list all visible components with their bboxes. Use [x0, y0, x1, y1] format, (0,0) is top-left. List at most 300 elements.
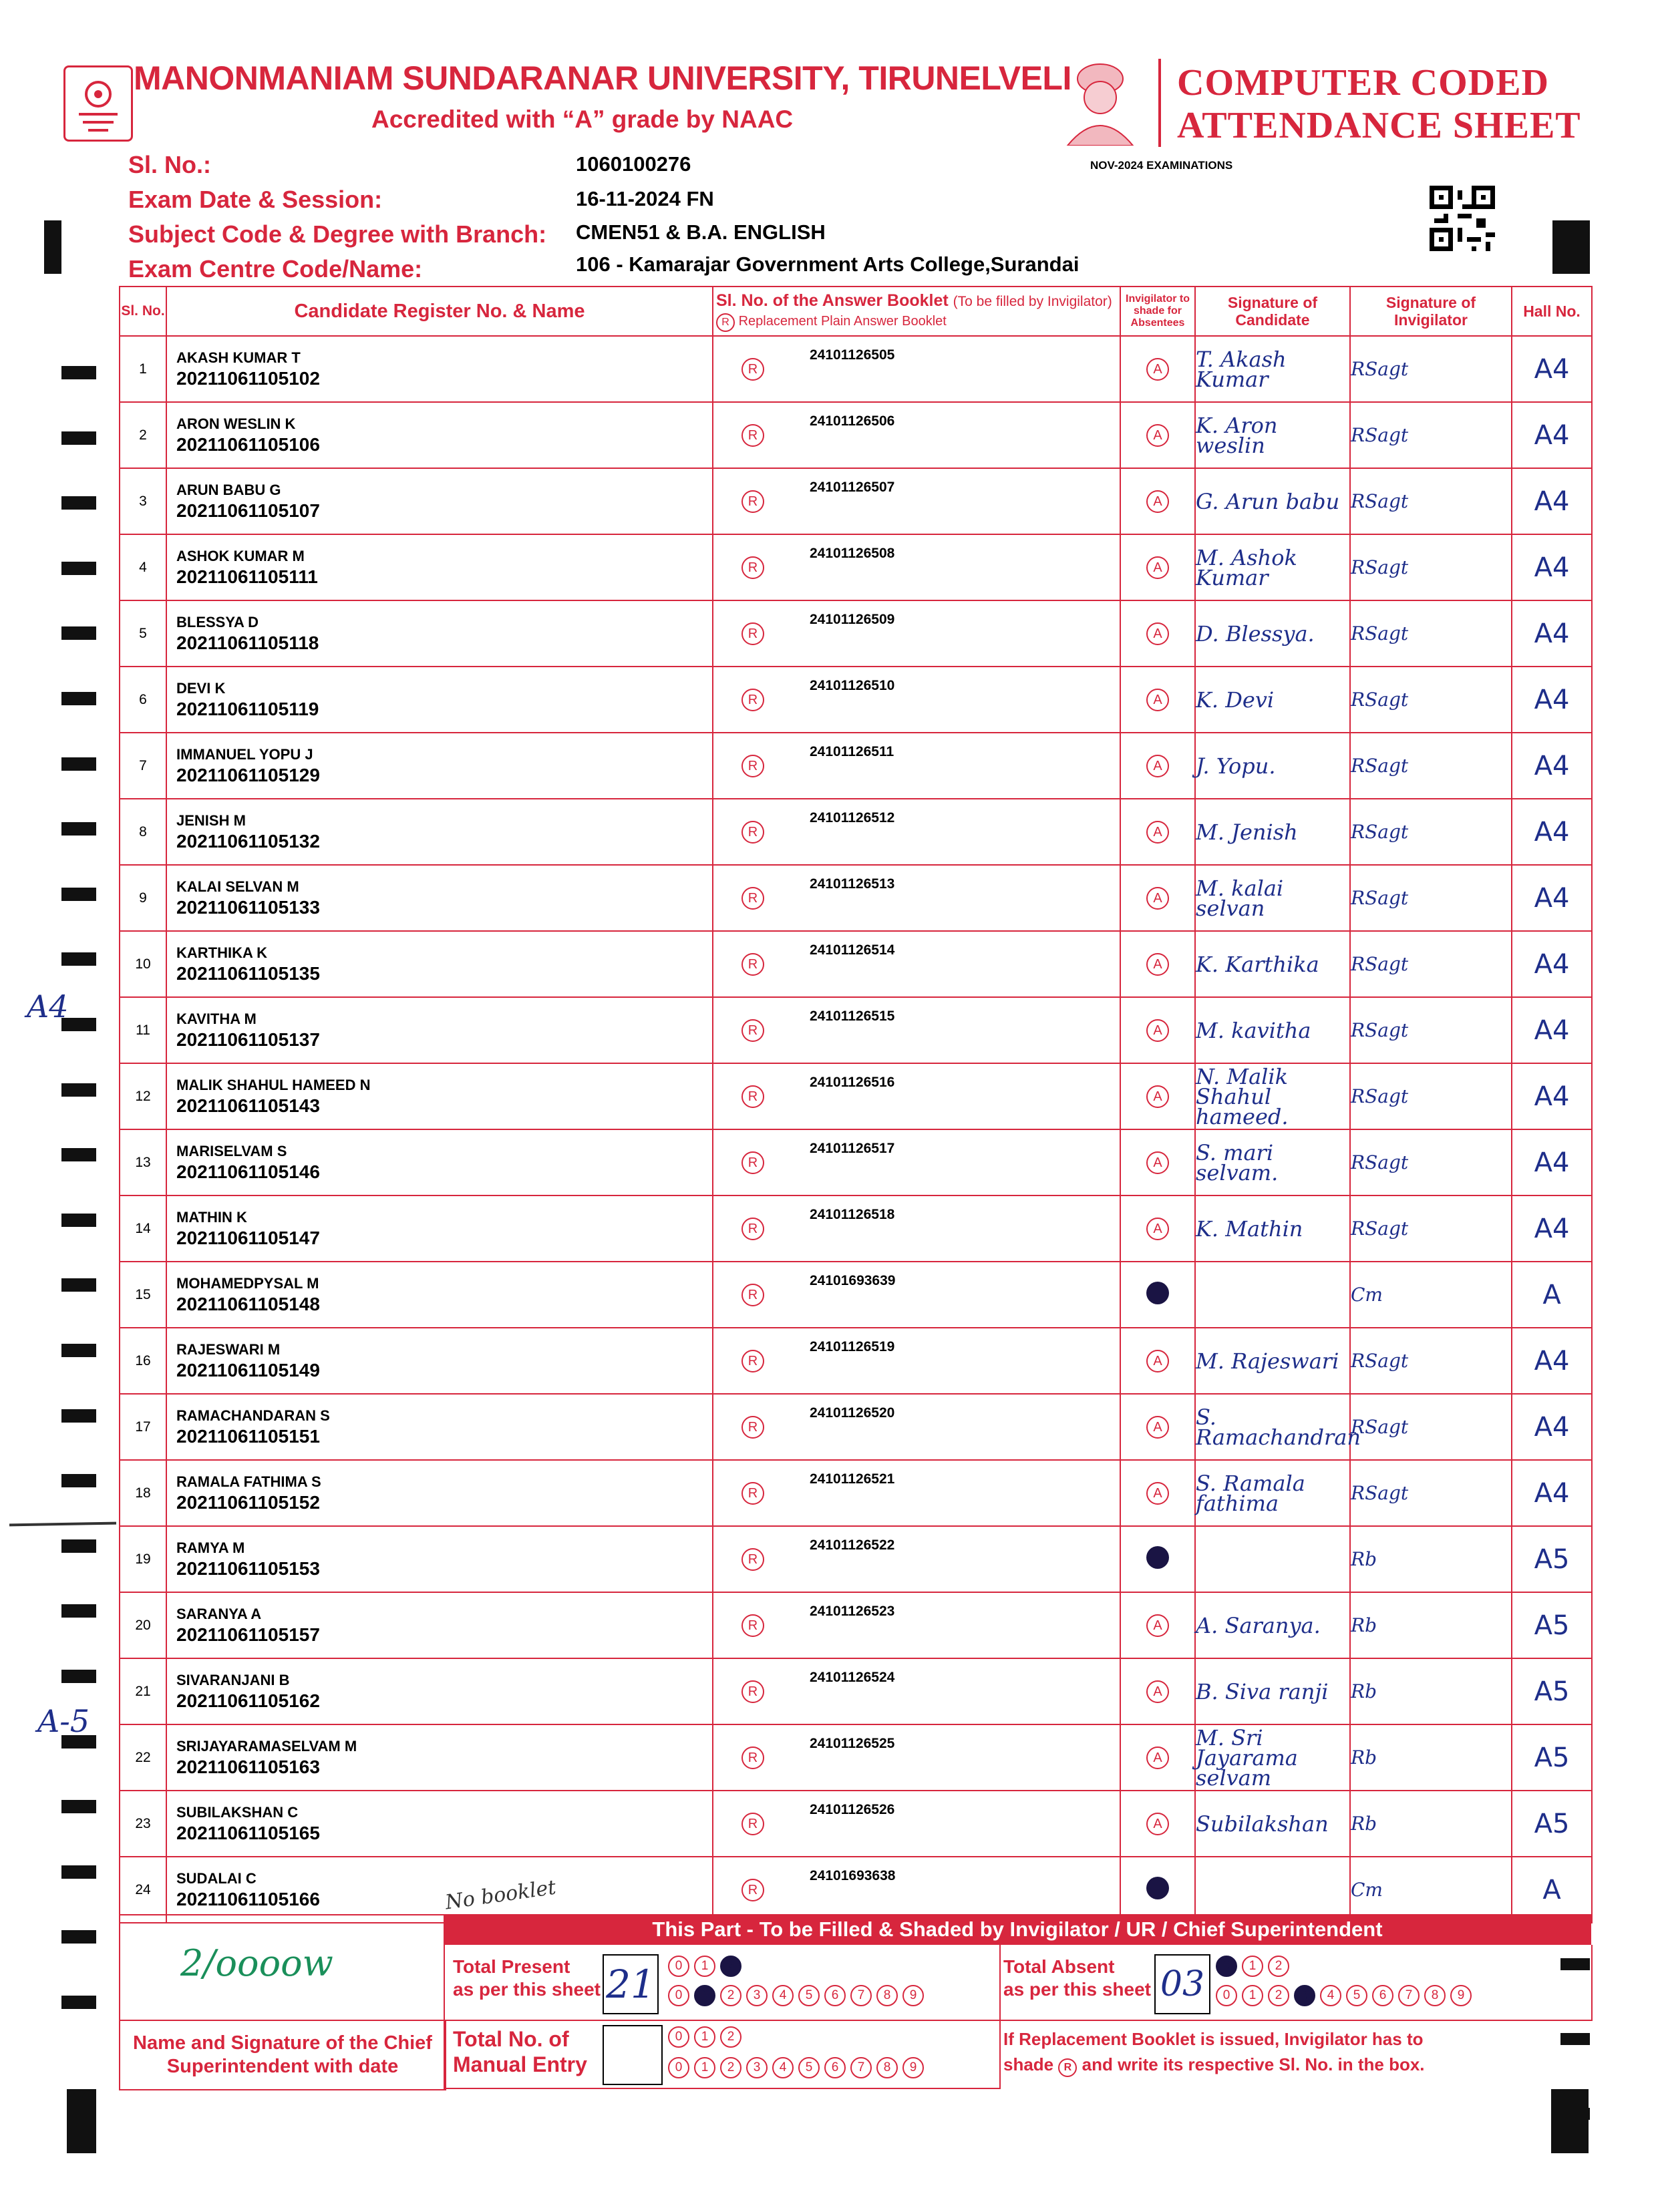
manual-tens-bubble-1[interactable]: 1 [694, 2026, 715, 2048]
col-header-invigilator-shade: Invigilator to shade for Absentees [1120, 287, 1195, 336]
booklet-number: 24101126507 [810, 480, 895, 495]
subject-code-label: Subject Code & Degree with Branch: [128, 220, 547, 248]
total-present-label-line2: as per this sheet [453, 1979, 601, 2000]
absent-bubble[interactable]: A [1146, 424, 1169, 447]
candidate-register-no: 20211061105149 [176, 1359, 320, 1380]
absent-bubble[interactable]: A [1146, 556, 1169, 579]
candidate-signature: A. Saranya. [1195, 1592, 1350, 1658]
qr-code [1430, 186, 1495, 251]
candidate-name: MARISELVAM S [176, 1142, 287, 1159]
total-present-units-bubbles[interactable] [668, 1985, 929, 2006]
booklet-number: 24101126518 [810, 1207, 895, 1222]
manual-entry-block [444, 2020, 1001, 2089]
absent-units-bubble-1[interactable]: 1 [1242, 1985, 1263, 2006]
absent-bubble[interactable]: A [1146, 358, 1169, 381]
booklet-cell[interactable] [713, 534, 1120, 600]
absent-cell[interactable] [1120, 600, 1195, 667]
absent-bubble[interactable]: A [1146, 1350, 1169, 1372]
manual-tens-bubble-0[interactable]: 0 [668, 2026, 689, 2048]
total-absent-block [998, 1945, 1593, 2021]
booklet-cell[interactable] [713, 1262, 1120, 1328]
absent-cell[interactable] [1120, 336, 1195, 402]
timing-mark [61, 1278, 96, 1292]
row-sl-no: 15 [120, 1262, 166, 1328]
present-tens-bubble-2[interactable]: 2 [720, 1956, 741, 1977]
attendance-table [119, 286, 1593, 1923]
timing-mark [61, 1474, 96, 1487]
booklet-cell[interactable] [713, 1526, 1120, 1592]
candidate-signature: G. Arun babu [1195, 468, 1350, 534]
total-absent-units-bubbles[interactable] [1216, 1985, 1476, 2006]
candidate-name: BLESSYA D [176, 613, 259, 630]
candidate-signature: K. Aron weslin [1195, 402, 1350, 468]
booklet-cell[interactable] [713, 1724, 1120, 1791]
replacement-bubble[interactable]: R [741, 1218, 764, 1240]
absent-cell[interactable] [1120, 1063, 1195, 1129]
margin-divider-line [9, 1522, 116, 1527]
absent-bubble[interactable]: A [1146, 887, 1169, 910]
candidate-register-no: 20211061105148 [176, 1293, 320, 1314]
row-sl-no: 14 [120, 1195, 166, 1262]
absent-bubble[interactable]: A [1146, 821, 1169, 844]
candidate-cell [166, 667, 713, 733]
candidate-name: IMMANUEL YOPU J [176, 745, 313, 763]
total-absent-label-line2: as per this sheet [1003, 1979, 1151, 2000]
present-units-bubble-4[interactable]: 4 [772, 1985, 794, 2006]
replacement-bubble[interactable]: R [741, 689, 764, 711]
exam-tag: NOV-2024 EXAMINATIONS [1090, 159, 1233, 172]
present-units-bubble-7[interactable]: 7 [850, 1985, 872, 2006]
booklet-cell[interactable] [713, 1195, 1120, 1262]
booklet-number: 24101126509 [810, 612, 895, 627]
absent-cell[interactable] [1120, 1460, 1195, 1526]
candidate-name: SIVARANJANI B [176, 1671, 290, 1688]
booklet-cell[interactable] [713, 1394, 1120, 1460]
candidate-signature: Subilakshan [1195, 1791, 1350, 1857]
absent-bubble[interactable]: A [1146, 622, 1169, 645]
booklet-number: 24101693638 [810, 1868, 896, 1883]
candidate-name: ARUN BABU G [176, 481, 281, 498]
booklet-number: 24101126512 [810, 810, 895, 825]
total-absent-box[interactable] [1154, 1954, 1210, 2014]
booklet-number: 24101126508 [810, 546, 895, 561]
invigilator-signature: RSagt [1350, 534, 1512, 600]
timing-mark [1551, 2089, 1589, 2153]
timing-mark [61, 888, 96, 901]
booklet-number: 24101126510 [810, 678, 895, 693]
candidate-signature [1195, 1262, 1350, 1328]
candidate-register-no: 20211061105151 [176, 1425, 320, 1447]
replacement-bubble[interactable]: R [741, 755, 764, 777]
absent-tens-bubble-1[interactable]: 1 [1242, 1956, 1263, 1977]
hall-number: A4 [1512, 865, 1592, 931]
booklet-number: 24101126511 [810, 744, 894, 759]
absent-cell[interactable] [1120, 997, 1195, 1063]
absent-cell[interactable] [1120, 799, 1195, 865]
candidate-cell [166, 1791, 713, 1857]
col-header-sig-candidate: Signature of Candidate [1195, 287, 1350, 336]
replacement-bubble[interactable]: R [741, 953, 764, 976]
invigilator-signature: RSagt [1350, 1328, 1512, 1394]
row-sl-no: 7 [120, 733, 166, 799]
timing-mark [61, 757, 96, 771]
absent-tens-bubble-2[interactable]: 2 [1268, 1956, 1289, 1977]
absent-bubble[interactable]: A [1146, 755, 1169, 777]
total-present-box[interactable] [603, 1954, 659, 2014]
manual-units-bubble-4[interactable]: 4 [772, 2057, 794, 2078]
candidate-name: MALIK SHAHUL HAMEED N [176, 1076, 371, 1093]
booklet-cell[interactable] [713, 336, 1120, 402]
table-row [120, 1857, 1592, 1923]
timing-mark [61, 1865, 96, 1879]
absent-units-bubble-3[interactable]: 3 [1294, 1985, 1315, 2006]
absent-cell[interactable] [1120, 733, 1195, 799]
total-absent-written: 03 [1160, 1964, 1205, 2004]
manual-entry-box[interactable] [603, 2025, 663, 2085]
absent-units-bubble-9[interactable]: 9 [1450, 1985, 1472, 2006]
absent-bubble[interactable]: A [1146, 1085, 1169, 1108]
replacement-bubble[interactable]: R [741, 821, 764, 844]
table-row [120, 799, 1592, 865]
replacement-bubble[interactable]: R [741, 1019, 764, 1042]
present-tens-bubble-1[interactable]: 1 [694, 1956, 715, 1977]
manual-units-bubble-2[interactable]: 2 [720, 2057, 741, 2078]
present-units-bubble-8[interactable]: 8 [876, 1985, 898, 2006]
hall-number: A4 [1512, 1063, 1592, 1129]
absent-bubble[interactable]: A [1146, 1019, 1169, 1042]
candidate-cell [166, 799, 713, 865]
absent-cell[interactable] [1120, 1791, 1195, 1857]
hall-number: A4 [1512, 1129, 1592, 1195]
table-row [120, 1791, 1592, 1857]
candidate-register-no: 20211061105166 [176, 1888, 320, 1909]
booklet-cell[interactable] [713, 931, 1120, 997]
manual-units-bubble-0[interactable]: 0 [668, 2057, 689, 2078]
manual-entry-units-bubbles[interactable] [668, 2057, 929, 2078]
absent-cell[interactable] [1120, 865, 1195, 931]
candidate-name: KALAI SELVAN M [176, 878, 299, 895]
booklet-cell[interactable] [713, 865, 1120, 931]
candidate-signature: K. Devi [1195, 667, 1350, 733]
replacement-bubble[interactable]: R [741, 556, 764, 579]
document-title-line1: COMPUTER CODED [1177, 62, 1549, 104]
candidate-name: KARTHIKA K [176, 944, 268, 961]
present-units-bubble-2[interactable]: 2 [720, 1985, 741, 2006]
timing-mark [61, 1148, 96, 1161]
candidate-signature: S. mari selvam. [1195, 1129, 1350, 1195]
booklet-cell[interactable] [713, 468, 1120, 534]
table-row [120, 468, 1592, 534]
invigilator-signature: Rb [1350, 1724, 1512, 1791]
absent-shaded-bubble[interactable] [1146, 1546, 1169, 1569]
timing-mark [61, 1344, 96, 1357]
booklet-cell[interactable] [713, 1592, 1120, 1658]
present-tens-bubble-0[interactable]: 0 [668, 1956, 689, 1977]
table-row [120, 1394, 1592, 1460]
total-present-written: 21 [606, 1962, 655, 2007]
absent-bubble[interactable]: A [1146, 1218, 1169, 1240]
absent-bubble[interactable]: A [1146, 1416, 1169, 1439]
replacement-bubble[interactable]: R [741, 1350, 764, 1372]
timing-mark [61, 431, 96, 445]
booklet-cell[interactable] [713, 1328, 1120, 1394]
replacement-bubble[interactable]: R [741, 622, 764, 645]
candidate-register-no: 20211061105129 [176, 764, 320, 785]
invigilator-signature: RSagt [1350, 402, 1512, 468]
row-sl-no: 2 [120, 402, 166, 468]
manual-units-bubble-3[interactable]: 3 [746, 2057, 768, 2078]
absent-units-bubble-6[interactable]: 6 [1372, 1985, 1393, 2006]
candidate-signature [1195, 1857, 1350, 1923]
absent-cell[interactable] [1120, 667, 1195, 733]
table-row [120, 1658, 1592, 1724]
replacement-note-line1: If Replacement Booklet is issued, Invigilator has to [1003, 2029, 1424, 2049]
absent-cell[interactable] [1120, 468, 1195, 534]
subject-code-value: CMEN51 & B.A. ENGLISH [576, 220, 826, 244]
document-title-line2: ATTENDANCE SHEET [1177, 105, 1581, 146]
candidate-name: AKASH KUMAR T [176, 349, 301, 366]
invigilator-signature: RSagt [1350, 1460, 1512, 1526]
total-absent-label-line1: Total Absent [1003, 1956, 1115, 1977]
candidate-cell [166, 534, 713, 600]
booklet-cell[interactable] [713, 1460, 1120, 1526]
absent-units-bubble-0[interactable]: 0 [1216, 1985, 1237, 2006]
manual-units-bubble-6[interactable]: 6 [824, 2057, 846, 2078]
candidate-cell [166, 1658, 713, 1724]
candidate-signature: M. kavitha [1195, 997, 1350, 1063]
candidate-cell [166, 865, 713, 931]
manual-tens-bubble-2[interactable]: 2 [720, 2026, 741, 2048]
absent-bubble[interactable]: A [1146, 1746, 1169, 1769]
absent-cell[interactable] [1120, 1328, 1195, 1394]
present-units-bubble-5[interactable]: 5 [798, 1985, 820, 2006]
absent-cell[interactable] [1120, 1129, 1195, 1195]
absent-cell[interactable] [1120, 1857, 1195, 1923]
replacement-bubble[interactable]: R [741, 490, 764, 513]
replacement-bubble[interactable]: R [741, 1482, 764, 1505]
candidate-name: RAMACHANDARAN S [176, 1407, 330, 1424]
hall-number: A5 [1512, 1592, 1592, 1658]
absent-bubble[interactable]: A [1146, 1482, 1169, 1505]
booklet-header-sub: Replacement Plain Answer Booklet [738, 313, 947, 329]
accreditation-text: Accredited with “A” grade by NAAC [371, 106, 794, 133]
manual-units-bubble-9[interactable]: 9 [902, 2057, 924, 2078]
booklet-number: 24101126522 [810, 1537, 895, 1553]
candidate-name: RAJESWARI M [176, 1340, 281, 1358]
booklet-cell[interactable] [713, 600, 1120, 667]
hall-number: A4 [1512, 733, 1592, 799]
timing-mark [61, 1214, 96, 1227]
timing-mark [61, 822, 96, 836]
total-absent-tens-bubbles[interactable] [1216, 1956, 1294, 1977]
booklet-number: 24101693639 [810, 1273, 896, 1288]
candidate-register-no: 20211061105137 [176, 1029, 320, 1050]
present-units-bubble-1[interactable]: 1 [694, 1985, 715, 2006]
absent-cell[interactable] [1120, 1526, 1195, 1592]
booklet-header-title: Sl. No. of the Answer Booklet [716, 291, 949, 310]
absent-cell[interactable] [1120, 931, 1195, 997]
hall-number: A4 [1512, 534, 1592, 600]
candidate-register-no: 20211061105106 [176, 433, 320, 455]
hall-number: A4 [1512, 402, 1592, 468]
timing-mark [61, 1800, 96, 1813]
row-sl-no: 17 [120, 1394, 166, 1460]
replacement-symbol-icon: R [716, 313, 735, 332]
booklet-cell[interactable] [713, 799, 1120, 865]
university-logo [63, 65, 133, 142]
booklet-cell[interactable] [713, 1129, 1120, 1195]
booklet-cell[interactable] [713, 733, 1120, 799]
present-units-bubble-0[interactable]: 0 [668, 1985, 689, 2006]
booklet-cell[interactable] [713, 402, 1120, 468]
replacement-bubble[interactable]: R [741, 424, 764, 447]
candidate-cell [166, 1195, 713, 1262]
timing-mark [61, 1409, 96, 1423]
absent-cell[interactable] [1120, 1195, 1195, 1262]
manual-units-bubble-7[interactable]: 7 [850, 2057, 872, 2078]
absent-shaded-bubble[interactable] [1146, 1282, 1169, 1304]
manual-entry-label-line2: Manual Entry [453, 2052, 587, 2076]
absent-cell[interactable] [1120, 402, 1195, 468]
candidate-register-no: 20211061105102 [176, 367, 320, 389]
replacement-bubble[interactable]: R [741, 358, 764, 381]
absent-cell[interactable] [1120, 1724, 1195, 1791]
absent-cell[interactable] [1120, 1592, 1195, 1658]
row-sl-no: 16 [120, 1328, 166, 1394]
candidate-cell [166, 402, 713, 468]
total-present-tens-bubbles[interactable] [668, 1956, 746, 1977]
candidate-signature: K. Mathin [1195, 1195, 1350, 1262]
hall-number: A4 [1512, 667, 1592, 733]
absent-bubble[interactable]: A [1146, 1680, 1169, 1703]
row-sl-no: 12 [120, 1063, 166, 1129]
booklet-cell[interactable] [713, 1063, 1120, 1129]
replacement-bubble[interactable]: R [741, 1416, 764, 1439]
row-sl-no: 20 [120, 1592, 166, 1658]
booklet-cell[interactable] [713, 1791, 1120, 1857]
timing-mark [61, 562, 96, 575]
present-units-bubble-9[interactable]: 9 [902, 1985, 924, 2006]
replacement-bubble[interactable]: R [741, 1548, 764, 1571]
absent-cell[interactable] [1120, 1262, 1195, 1328]
present-units-bubble-6[interactable]: 6 [824, 1985, 846, 2006]
col-header-hall: Hall No. [1512, 287, 1592, 336]
absent-cell[interactable] [1120, 534, 1195, 600]
timing-mark [61, 496, 96, 510]
replacement-bubble[interactable]: R [741, 1284, 764, 1306]
replacement-bubble[interactable]: R [741, 1813, 764, 1835]
replacement-bubble[interactable]: R [741, 1151, 764, 1174]
absent-cell[interactable] [1120, 1658, 1195, 1724]
timing-mark [61, 1539, 96, 1553]
invigilator-signature: RSagt [1350, 336, 1512, 402]
table-row [120, 1592, 1592, 1658]
timing-mark [44, 220, 61, 274]
replacement-bubble[interactable]: R [741, 887, 764, 910]
chief-label: Name and Signature of the Chief Superintendent with date [133, 2032, 432, 2077]
absent-bubble[interactable]: A [1146, 1813, 1169, 1835]
absent-units-bubble-5[interactable]: 5 [1346, 1985, 1367, 2006]
absent-units-bubble-8[interactable]: 8 [1424, 1985, 1446, 2006]
table-row [120, 667, 1592, 733]
table-header-row [120, 287, 1592, 336]
replacement-bubble[interactable]: R [741, 1614, 764, 1637]
row-sl-no: 10 [120, 931, 166, 997]
candidate-register-no: 20211061105119 [176, 698, 319, 719]
exam-date-value: 16-11-2024 FN [576, 187, 714, 210]
table-row [120, 1129, 1592, 1195]
invigilator-banner: This Part - To be Filled & Shaded by Invigilator / UR / Chief Superintendent [444, 1914, 1591, 1945]
booklet-cell[interactable] [713, 997, 1120, 1063]
row-sl-no: 1 [120, 336, 166, 402]
manual-units-bubble-8[interactable]: 8 [876, 2057, 898, 2078]
invigilator-signature: RSagt [1350, 733, 1512, 799]
candidate-cell [166, 468, 713, 534]
row-sl-no: 24 [120, 1857, 166, 1923]
row-sl-no: 13 [120, 1129, 166, 1195]
present-units-bubble-3[interactable]: 3 [746, 1985, 768, 2006]
absent-units-bubble-2[interactable]: 2 [1268, 1985, 1289, 2006]
margin-annotation-a4: A4 [27, 988, 69, 1025]
hall-number: A5 [1512, 1791, 1592, 1857]
candidate-name: RAMALA FATHIMA S [176, 1473, 321, 1490]
document-title [1177, 61, 1581, 147]
manual-entry-tens-bubbles[interactable] [668, 2026, 746, 2048]
replacement-bubble[interactable]: R [741, 1680, 764, 1703]
absent-bubble[interactable]: A [1146, 1614, 1169, 1637]
replacement-symbol-icon: R [1058, 2058, 1077, 2077]
invigilator-signature: RSagt [1350, 1063, 1512, 1129]
absent-bubble[interactable]: A [1146, 689, 1169, 711]
absent-bubble[interactable]: A [1146, 1151, 1169, 1174]
booklet-number: 24101126521 [810, 1471, 895, 1487]
table-row [120, 1328, 1592, 1394]
absent-units-bubble-7[interactable]: 7 [1398, 1985, 1420, 2006]
booklet-number: 24101126525 [810, 1736, 895, 1751]
replacement-bubble[interactable]: R [741, 1879, 764, 1901]
absent-bubble[interactable]: A [1146, 490, 1169, 513]
row-sl-no: 23 [120, 1791, 166, 1857]
booklet-cell[interactable] [713, 1857, 1120, 1923]
replacement-bubble[interactable]: R [741, 1746, 764, 1769]
total-present-label-line1: Total Present [453, 1956, 570, 1977]
invigilator-signature: Rb [1350, 1658, 1512, 1724]
candidate-register-no: 20211061105163 [176, 1756, 320, 1777]
candidate-register-no: 20211061105157 [176, 1624, 320, 1645]
absent-bubble[interactable]: A [1146, 953, 1169, 976]
candidate-register-no: 20211061105153 [176, 1557, 320, 1579]
absent-shaded-bubble[interactable] [1146, 1877, 1169, 1899]
booklet-cell[interactable] [713, 1658, 1120, 1724]
absent-units-bubble-4[interactable]: 4 [1320, 1985, 1341, 2006]
row-sl-no: 3 [120, 468, 166, 534]
sl-no-value: 1060100276 [576, 152, 691, 176]
manual-units-bubble-1[interactable]: 1 [694, 2057, 715, 2078]
total-absent-label [1003, 1956, 1151, 2001]
manual-units-bubble-5[interactable]: 5 [798, 2057, 820, 2078]
replacement-bubble[interactable]: R [741, 1085, 764, 1108]
candidate-signature [1195, 1526, 1350, 1592]
candidate-signature: S. Ramala fathima [1195, 1460, 1350, 1526]
candidate-name: SUBILAKSHAN C [176, 1803, 299, 1821]
candidate-register-no: 20211061105152 [176, 1491, 320, 1513]
col-header-sig-invigilator: Signature of Invigilator [1350, 287, 1512, 336]
booklet-cell[interactable] [713, 667, 1120, 733]
invigilator-signature: RSagt [1350, 799, 1512, 865]
candidate-register-no: 20211061105143 [176, 1095, 320, 1116]
absent-cell[interactable] [1120, 1394, 1195, 1460]
absent-tens-bubble-0[interactable]: 0 [1216, 1956, 1237, 1977]
